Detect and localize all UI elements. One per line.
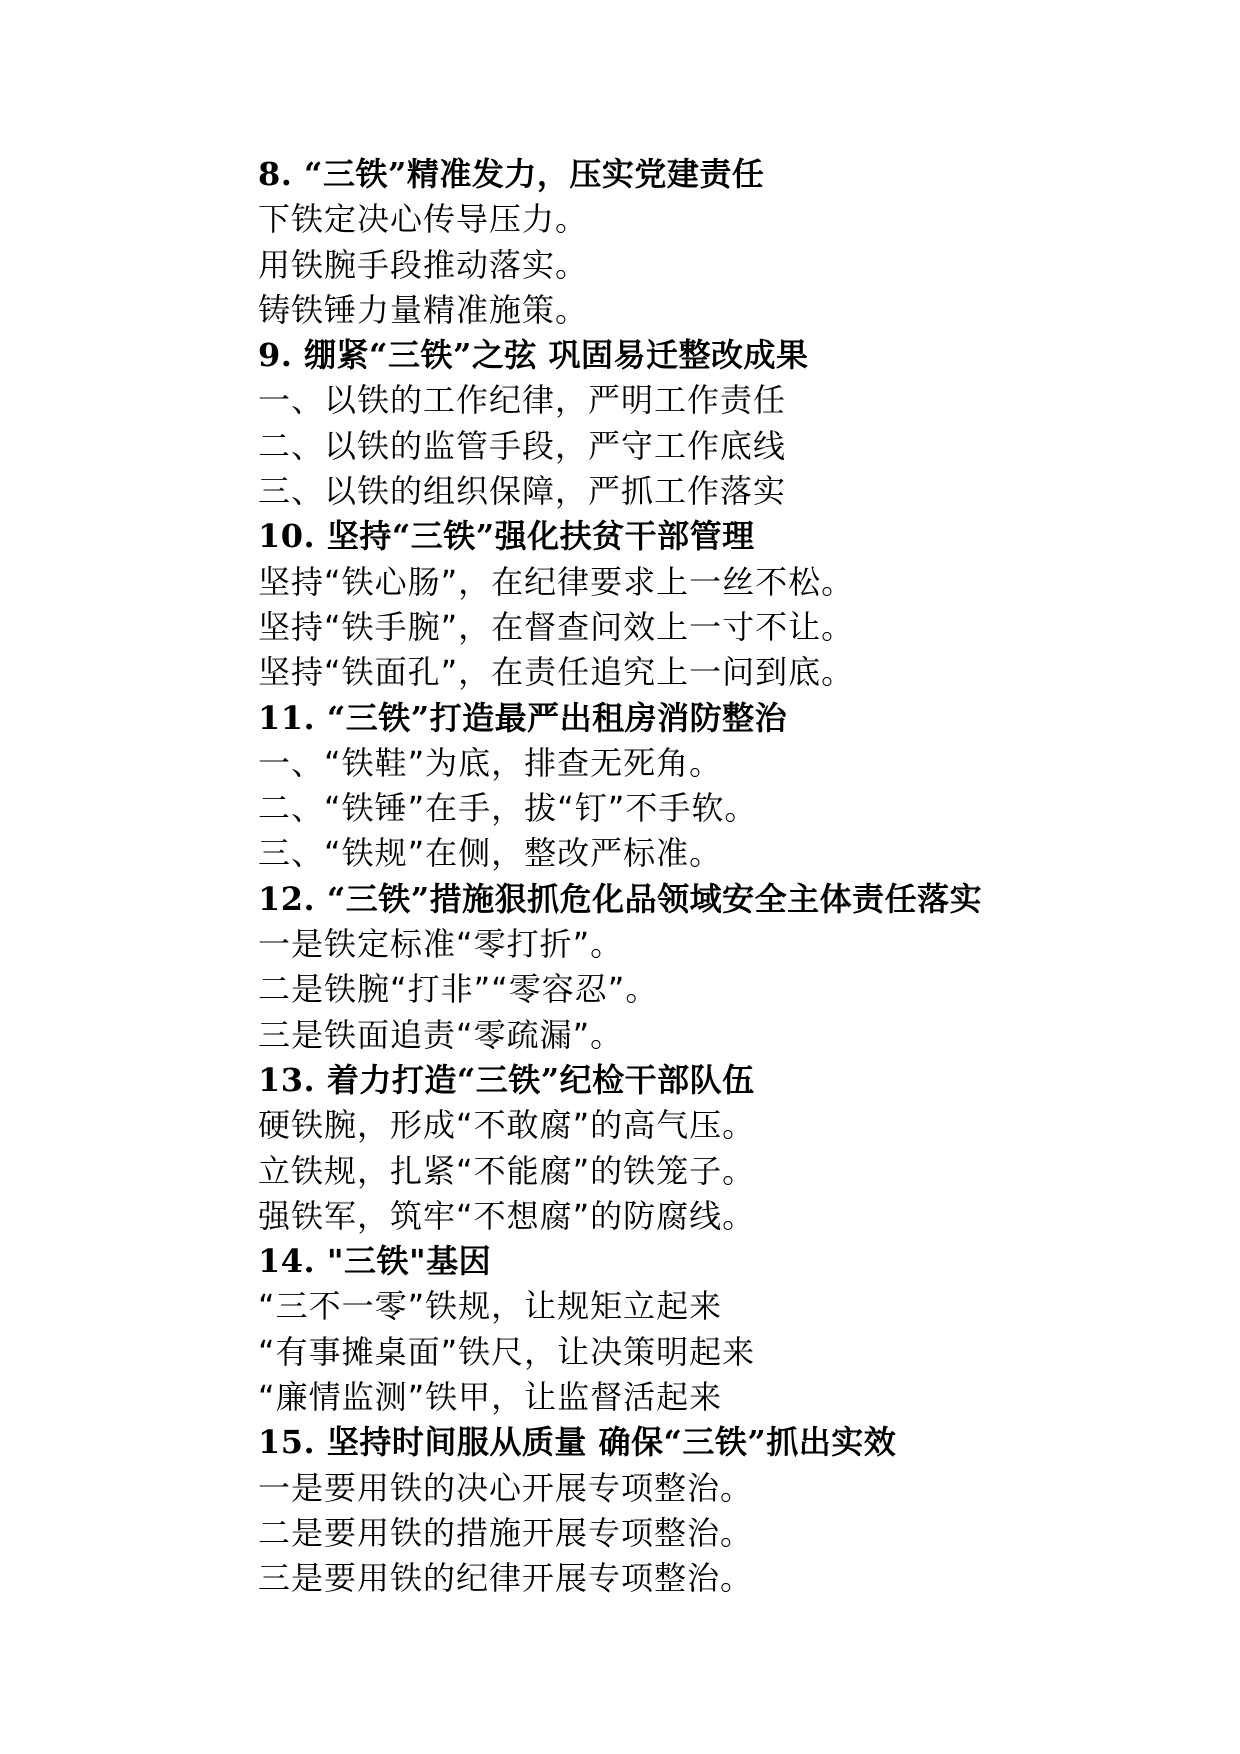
section-line: 坚持“铁面孔”，在责任追究上一问到底。 [258, 653, 855, 692]
section-line: 一、“铁鞋”为底，排查无死角。 [258, 743, 723, 782]
section-heading: 13. 着力打造“三铁”纪检干部队伍 [258, 1060, 755, 1099]
section-block [258, 333, 1158, 514]
section-line: 二、“铁锤”在手，拔“钉”不手软。 [258, 789, 758, 828]
section-line: 下铁定决心传导压力。 [258, 200, 589, 239]
section-line: 强铁军，筑牢“不想腐”的防腐线。 [258, 1196, 756, 1235]
section-line: 一是铁定标准“零打折”。 [258, 925, 624, 964]
section-line: 三、“铁规”在侧，整改严标准。 [258, 834, 723, 873]
section-line: 立铁规，扎紧“不能腐”的铁笼子。 [258, 1151, 756, 1190]
section-block [258, 514, 1158, 695]
section-heading: 14. "三铁"基因 [258, 1242, 492, 1281]
section-line: 二是要用铁的措施开展专项整治。 [258, 1513, 754, 1552]
section-block [258, 877, 1158, 1058]
section-line: 坚持“铁心肠”，在纪律要求上一丝不松。 [258, 562, 855, 601]
section-line: “廉情监测”铁甲，让监督活起来 [258, 1378, 723, 1417]
section-line: 一、以铁的工作纪律，严明工作责任 [258, 381, 787, 420]
section-line: 铸铁锤力量精准施策。 [258, 290, 589, 329]
section-line: 坚持“铁手腕”，在督查问效上一寸不让。 [258, 607, 855, 646]
section-line: 一是要用铁的决心开展专项整治。 [258, 1468, 754, 1507]
section-heading: 10. 坚持“三铁”强化扶贫干部管理 [258, 517, 755, 556]
section-line: 用铁腕手段推动落实。 [258, 245, 589, 284]
section-line: 三、以铁的组织保障，严抓工作落实 [258, 472, 787, 511]
section-heading: 15. 坚持时间服从质量 确保“三铁”抓出实效 [258, 1423, 897, 1462]
section-line: 三是要用铁的纪律开展专项整治。 [258, 1559, 754, 1598]
section-block [258, 1058, 1158, 1239]
section-line: 硬铁腕，形成“不敢腐”的高气压。 [258, 1106, 756, 1145]
section-line: “有事摊桌面”铁尺，让决策明起来 [258, 1332, 756, 1371]
section-heading: 11. “三铁”打造最严出租房消防整治 [258, 698, 788, 737]
section-block [258, 696, 1158, 877]
section-line: 二是铁腕“打非”“零容忍”。 [258, 970, 659, 1009]
section-line: “三不一零”铁规，让规矩立起来 [258, 1287, 723, 1326]
section-heading: 12. “三铁”措施狠抓危化品领域安全主体责任落实 [258, 879, 983, 918]
section-block [258, 152, 1158, 333]
section-block [258, 1239, 1158, 1420]
section-line: 三是铁面追责“零疏漏”。 [258, 1015, 624, 1054]
section-block [258, 1420, 1158, 1601]
section-heading: 9. 绷紧“三铁”之弦 巩固易迁整改成果 [258, 336, 809, 375]
document-body [258, 152, 1158, 1602]
section-heading: 8. “三铁”精准发力，压实党建责任 [258, 155, 765, 193]
section-line: 二、以铁的监管手段，严守工作底线 [258, 426, 787, 465]
